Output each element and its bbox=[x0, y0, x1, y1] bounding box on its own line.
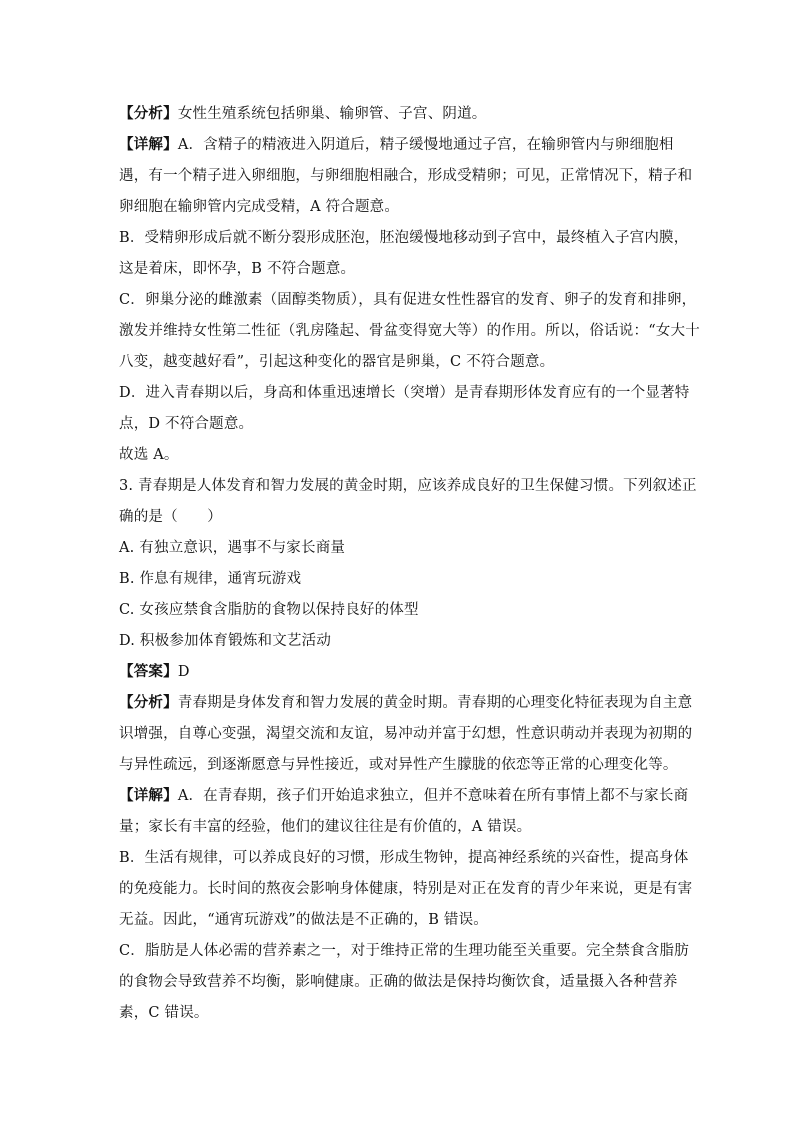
line-text: A. 有独立意识，遇事不与家长商量 bbox=[119, 540, 346, 556]
line-text: 识增强，自尊心变强，渴望交流和友谊，易冲动并富于幻想，性意识萌动并表现为初期的 bbox=[119, 726, 693, 742]
line-text: 的食物会导致营养不均衡，影响健康。正确的做法是保持均衡饮食，适量摄入各种营养 bbox=[119, 974, 678, 990]
text-line bbox=[119, 408, 679, 439]
line-text: 与异性疏远，到逐渐愿意与异性接近，或对异性产生朦胧的依恋等正常的心理变化等。 bbox=[119, 757, 678, 773]
text-line bbox=[119, 749, 679, 780]
line-text: D．进入青春期以后，身高和体重迅速增长（突增）是青春期形体发育应有的一个显著特 bbox=[119, 385, 690, 401]
text-line bbox=[119, 873, 693, 904]
line-text: 的免疫能力。长时间的熬夜会影响身体健康，特别是对正在发育的青少年来说，更是有害 bbox=[119, 881, 693, 897]
section-tag: 【详解】 bbox=[119, 787, 178, 804]
line-text: C．卵巢分泌的雌激素（固醇类物质），具有促进女性性器官的发育、卵子的发育和排卵， bbox=[119, 292, 697, 308]
line-text: 八变，越变越好看”，引起这种变化的器官是卵巢，C 不符合题意。 bbox=[119, 354, 555, 370]
text-line bbox=[119, 718, 693, 749]
section-tag: 【分析】 bbox=[119, 694, 178, 711]
text-line bbox=[119, 935, 689, 966]
line-text: 点，D 不符合题意。 bbox=[119, 416, 254, 432]
text-line bbox=[119, 160, 693, 191]
answer-line bbox=[119, 656, 679, 687]
line-text: B. 作息有规律，通宵玩游戏 bbox=[119, 571, 302, 587]
line-text: 激发并维持女性第二性征（乳房隆起、骨盆变得宽大等）的作用。所以，俗话说：“女大十 bbox=[119, 323, 700, 339]
line-text: A．含精子的精液进入阴道后，精子缓慢地通过子宫，在输卵管内与卵细胞相 bbox=[177, 137, 674, 153]
section-tag: 【详解】 bbox=[119, 136, 178, 153]
line-text: 这是着床，即怀孕，B 不符合题意。 bbox=[119, 261, 356, 277]
text-line bbox=[119, 284, 697, 315]
question-line bbox=[119, 501, 679, 532]
text-line bbox=[119, 687, 693, 718]
line-text: C．脂肪是人体必需的营养素之一，对于维持正常的生理功能至关重要。完全禁食含脂肪 bbox=[119, 943, 689, 959]
line-text: D. 积极参加体育锻炼和文艺活动 bbox=[119, 633, 332, 649]
text-line bbox=[119, 191, 679, 222]
line-text: 女性生殖系统包括卵巢、输卵管、子宫、阴道。 bbox=[177, 106, 487, 122]
text-line bbox=[119, 811, 679, 842]
line-text: 确的是（ ） bbox=[119, 509, 222, 525]
text-line bbox=[119, 842, 689, 873]
text-line bbox=[119, 129, 679, 160]
line-text: 故选 A。 bbox=[119, 447, 179, 463]
text-line bbox=[119, 253, 679, 284]
line-text: 3. 青春期是人体发育和智力发展的黄金时期，应该养成良好的卫生保健习惯。下列叙述正 bbox=[119, 478, 697, 494]
line-text: B．生活有规律，可以养成良好的习惯，形成生物钟，提高神经系统的兴奋性，提高身体 bbox=[119, 850, 689, 866]
line-text: 卵细胞在输卵管内完成受精，A 符合题意。 bbox=[119, 199, 400, 215]
line-text: 青春期是身体发育和智力发展的黄金时期。青春期的心理变化特征表现为自主意 bbox=[177, 695, 693, 711]
text-line bbox=[119, 997, 679, 1028]
option-line bbox=[119, 563, 679, 594]
text-line bbox=[119, 439, 679, 470]
line-text: 遇，有一个精子进入卵细胞，与卵细胞相融合，形成受精卵；可见，正常情况下，精子和 bbox=[119, 168, 693, 184]
text-line bbox=[119, 904, 679, 935]
option-line bbox=[119, 532, 679, 563]
text-line bbox=[119, 780, 689, 811]
line-text: 量；家长有丰富的经验，他们的建议往往是有价值的，A 错误。 bbox=[119, 819, 532, 835]
line-text: B．受精卵形成后就不断分裂形成胚泡，胚泡缓慢地移动到子宫中，最终植入子宫内膜， bbox=[119, 230, 689, 246]
text-line bbox=[119, 966, 679, 997]
text-line bbox=[119, 377, 690, 408]
line-text: C. 女孩应禁食含脂肪的食物以保持良好的体型 bbox=[119, 602, 419, 618]
text-line bbox=[119, 346, 679, 377]
text-line bbox=[119, 98, 679, 129]
line-text: 素，C 错误。 bbox=[119, 1005, 209, 1021]
option-line bbox=[119, 594, 679, 625]
page-content bbox=[119, 98, 700, 1028]
question-line bbox=[119, 470, 697, 501]
section-tag: 【分析】 bbox=[119, 105, 178, 122]
text-line bbox=[119, 222, 689, 253]
line-text: 无益。因此，“通宵玩游戏”的做法是不正确的，B 错误。 bbox=[119, 912, 488, 928]
line-text: A．在青春期，孩子们开始追求独立，但并不意味着在所有事情上都不与家长商 bbox=[177, 788, 689, 804]
section-tag: 【答案】 bbox=[119, 663, 178, 680]
text-line bbox=[119, 315, 700, 346]
line-text: D bbox=[177, 664, 190, 680]
option-line bbox=[119, 625, 679, 656]
